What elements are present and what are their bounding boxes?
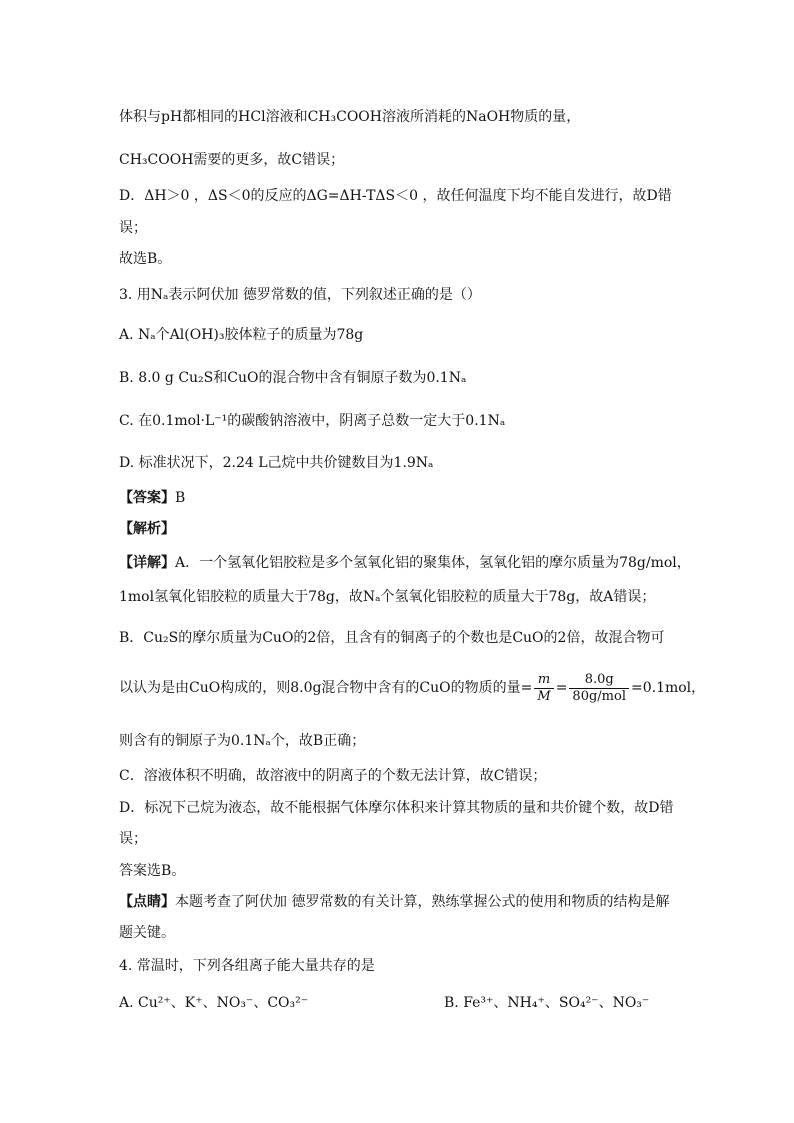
fraction-numerator: m: [534, 672, 553, 689]
note-line-1: [119, 892, 669, 912]
detail-a-text: A．一个氢氧化铝胶粒是多个氢氧化铝的聚集体，氢氧化铝的摩尔质量为78g/mol，: [175, 555, 691, 571]
detail-a-line-2: 1mol氢氧化铝胶粒的质量大于78g，故Nₐ个氢氧化铝胶粒的质量大于78g，故A错误；: [119, 589, 656, 605]
text-line: 误；: [119, 220, 147, 236]
fraction-denominator: M: [537, 688, 551, 704]
detail-d-line-2: 误；: [119, 831, 147, 847]
question-3-option-c: C. 在0.1mol·L⁻¹的碳酸钠溶液中，阴离子总数一定大于0.1Nₐ: [119, 413, 506, 429]
note-tag: 【点睛】: [119, 894, 175, 910]
question-4-option-a: A. Cu²⁺、K⁺、NO₃⁻、CO₃²⁻: [119, 995, 309, 1011]
question-4-option-b: B. Fe³⁺、NH₄⁺、SO₄²⁻、NO₃⁻: [444, 995, 650, 1011]
text-line: 故选B。: [119, 251, 172, 267]
question-3-option-d: D. 标准状况下，2.24 L己烷中共价键数目为1.9Nₐ: [119, 455, 434, 471]
text-line: CH₃COOH需要的更多，故C错误；: [119, 152, 345, 168]
question-3-option-b: B. 8.0 g Cu₂S和CuO的混合物中含有铜原子数为0.1Nₐ: [119, 370, 467, 386]
detail-tag: 【详解】: [119, 555, 175, 571]
answer-line: [119, 488, 185, 508]
answer-tag: 【答案】: [119, 490, 175, 506]
question-4-stem: 4. 常温时，下列各组离子能大量共存的是: [119, 958, 375, 974]
note-text: 本题考查了阿伏加 德罗常数的有关计算，熟练掌握公式的使用和物质的结构是解: [175, 894, 670, 910]
detail-b-line-3: 则含有的铜原子为0.1Nₐ个，故B正确；: [119, 733, 366, 749]
answer-value: B: [175, 490, 186, 506]
detail-b-line-2: [119, 670, 705, 706]
analysis-tag-text: 【解析】: [119, 521, 175, 537]
question-3-stem: 3. 用Nₐ表示阿伏加 德罗常数的值，下列叙述正确的是（）: [119, 287, 481, 303]
detail-c-line: C．溶液体积不明确，故溶液中的阴离子的个数无法计算，故C错误；: [119, 768, 547, 784]
conclusion-line: 答案选B。: [119, 863, 186, 879]
detail-d-line-1: D．标况下己烷为液态，故不能根据气体摩尔体积来计算其物质的量和共价键个数，故D错: [119, 800, 674, 816]
detail-b-line-1: B．Cu₂S的摩尔质量为CuO的2倍，且含有的铜离子的个数也是CuO的2倍，故混合物可: [119, 630, 665, 646]
detail-b-text-pre: 以认为是由CuO构成的，则8.0g混合物中含有的CuO的物质的量=: [119, 680, 533, 696]
fraction-m-over-m: [534, 672, 553, 705]
question-3-option-a: A. Nₐ个Al(OH)₃胶体粒子的质量为78g: [119, 327, 364, 343]
text-line: D．ΔH＞0 ，ΔS＜0的反应的ΔG=ΔH-TΔS＜0 ，故任何温度下均不能自发进行，故D错: [119, 188, 672, 204]
fraction-mass-over-molar-mass: [569, 672, 629, 705]
note-line-2: 题关键。: [119, 925, 175, 941]
fraction-denominator: 80g/mol: [572, 688, 626, 704]
analysis-tag: [119, 519, 175, 539]
text-line: 体积与pH都相同的HCl溶液和CH₃COOH溶液所消耗的NaOH物质的量，: [119, 109, 581, 125]
equals-sign: =: [555, 680, 568, 696]
fraction-numerator: 8.0g: [569, 672, 629, 689]
detail-b-text-post: =0.1mol，: [630, 680, 706, 696]
detail-a-line-1: [119, 553, 691, 573]
